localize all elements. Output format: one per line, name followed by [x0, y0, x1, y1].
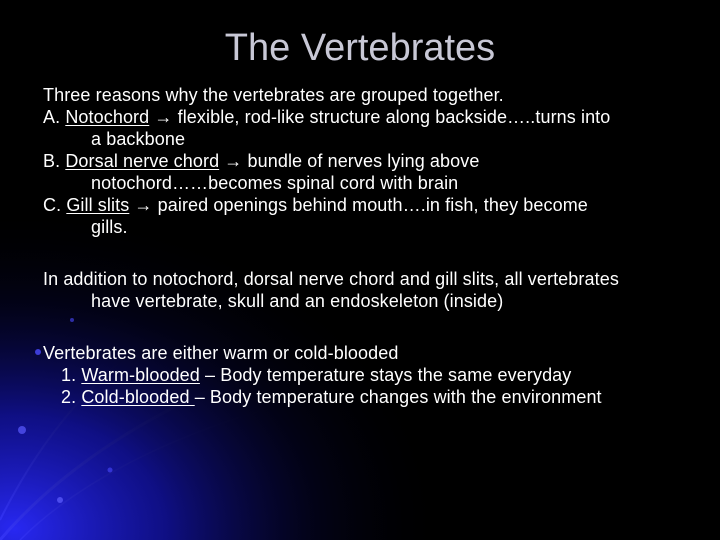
item-prefix: B. [43, 151, 66, 171]
slide-title: The Vertebrates [224, 27, 496, 69]
blood-item-warm [43, 364, 703, 386]
arrow-icon: → [154, 107, 173, 127]
term-warm-blooded: Warm-blooded [81, 365, 200, 385]
list-item-c-cont: gills. [91, 217, 128, 237]
list-item-c [43, 194, 703, 216]
item-text: – Body temperature stays the same everyday [199, 365, 572, 385]
item-prefix: 2. [61, 387, 82, 407]
item-text: paired openings behind mouth….in fish, they become [157, 195, 588, 215]
item-text: flexible, rod-like structure along backside…..turns into [177, 107, 611, 127]
item-text: – Body temperature changes with the environment [194, 387, 602, 407]
addition-line: In addition to notochord, dorsal nerve chord and gill slits, all vertebrates [43, 269, 619, 289]
term-cold-blooded: Cold-blooded [81, 387, 195, 407]
list-item-a [43, 106, 703, 128]
slide-body [43, 84, 703, 408]
term-gill-slits: Gill slits [66, 195, 130, 215]
item-prefix: 1. [61, 365, 82, 385]
intro-line: Three reasons why the vertebrates are grouped together. [43, 85, 504, 105]
list-item-a-cont: a backbone [91, 129, 186, 149]
blood-intro: Vertebrates are either warm or cold-blooded [43, 343, 399, 363]
item-text: bundle of nerves lying above [247, 151, 480, 171]
term-dorsal-nerve-chord: Dorsal nerve chord [65, 151, 220, 171]
term-notochord: Notochord [65, 107, 150, 127]
arrow-icon: → [134, 195, 153, 215]
blood-item-cold [43, 386, 703, 408]
list-item-b-cont: notochord……becomes spinal cord with brain [91, 173, 459, 193]
item-prefix: A. [43, 107, 66, 127]
list-item-b [43, 150, 703, 172]
addition-line-cont: have vertebrate, skull and an endoskeleton (inside) [91, 291, 504, 311]
item-prefix: C. [43, 195, 67, 215]
arrow-icon: → [224, 151, 243, 171]
